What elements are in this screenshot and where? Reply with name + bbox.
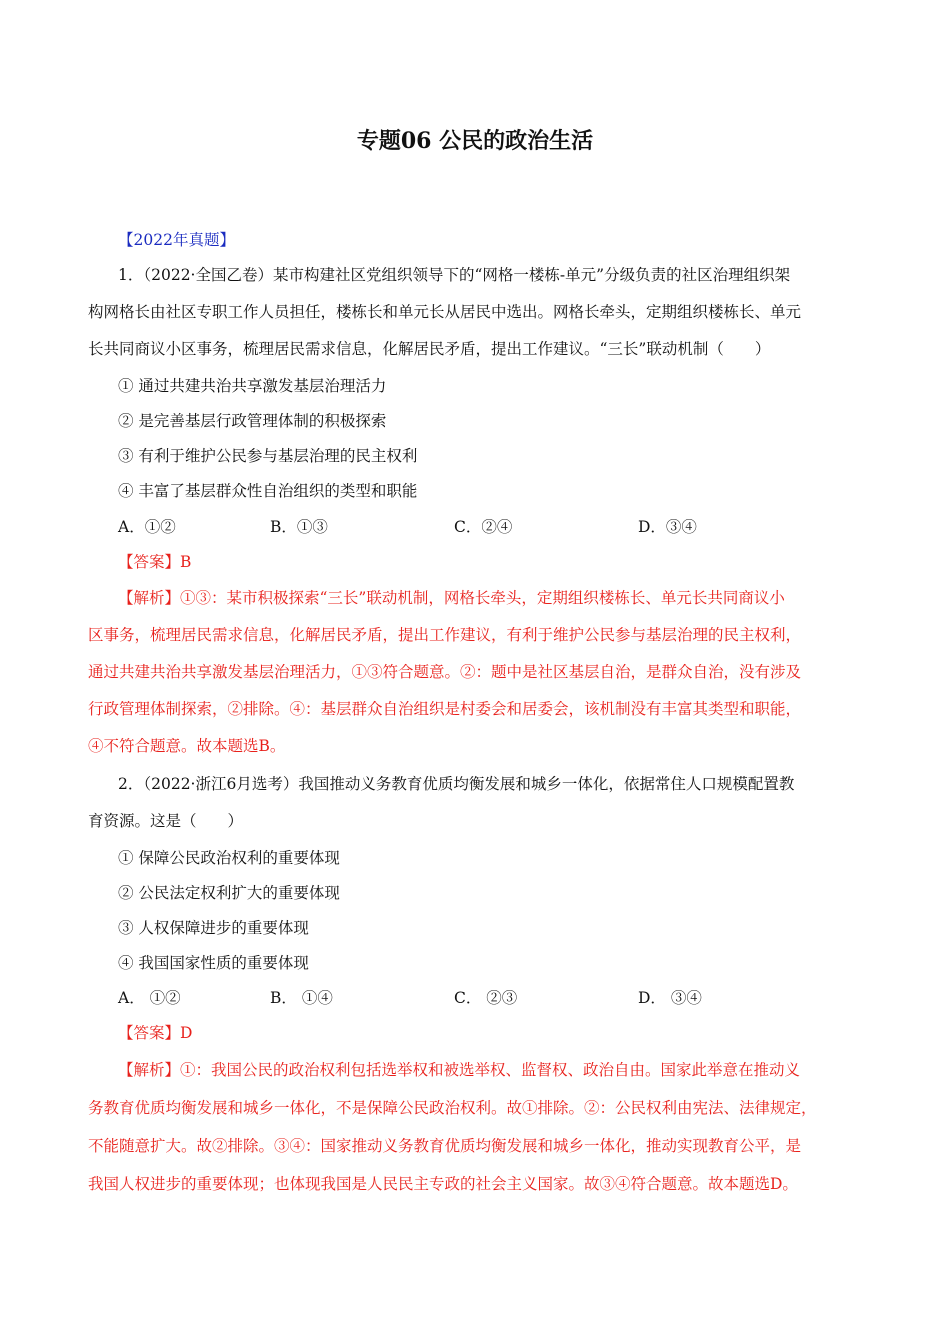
q1-stem-line: 1．（2022·全国乙卷）某市构建社区党组织领导下的“网格一楼栋-单元”分级负责的社区治理组织架: [118, 266, 791, 284]
q2-item: ① 保障公民政治权利的重要体现: [118, 849, 340, 867]
q1-option-a: A．①②: [118, 518, 176, 536]
q1-stem-line: 长共同商议小区事务，梳理居民需求信息，化解居民矛盾，提出工作建议。“三长”联动机制（ ）: [88, 340, 771, 358]
q1-answer: 【答案】B: [118, 553, 192, 571]
q2-stem-line: 育资源。这是（ ）: [88, 812, 244, 830]
q1-item: ④ 丰富了基层群众性自治组织的类型和职能: [118, 482, 418, 500]
q2-analysis-line: 不能随意扩大。故②排除。③④：国家推动义务教育优质均衡发展和城乡一体化，推动实现教育公平，是: [88, 1137, 802, 1155]
q1-option-d: D．③④: [638, 518, 697, 536]
section-label: 【2022年真题】: [118, 231, 235, 249]
q1-option-b: B．①③: [270, 518, 328, 536]
q2-option-a: A． ①②: [118, 989, 181, 1007]
q2-option-c: C． ②③: [454, 989, 518, 1007]
q2-stem-line: 2．（2022·浙江6月选考）我国推动义务教育优质均衡发展和城乡一体化，依据常住人口规模配置教: [118, 775, 795, 793]
q1-analysis-line: ④不符合题意。故本题选B。: [88, 737, 286, 755]
q1-option-c: C．②④: [454, 518, 513, 536]
q2-option-d: D． ③④: [638, 989, 702, 1007]
q1-analysis-line: 区事务，梳理居民需求信息，化解居民矛盾，提出工作建议，有利于维护公民参与基层治理的民主权利，: [88, 626, 802, 644]
q1-analysis-line: 通过共建共治共享激发基层治理活力，①③符合题意。②：题中是社区基层自治，是群众自治，没有涉及: [88, 663, 802, 681]
q1-analysis-line: 【解析】①③：某市积极探索“三长”联动机制，网格长牵头，定期组织楼栋长、单元长共同商议小: [118, 589, 785, 607]
q2-item: ② 公民法定权利扩大的重要体现: [118, 884, 340, 902]
q2-answer: 【答案】D: [118, 1024, 193, 1042]
q1-item: ② 是完善基层行政管理体制的积极探索: [118, 412, 387, 430]
q2-item: ③ 人权保障进步的重要体现: [118, 919, 309, 937]
q2-item: ④ 我国国家性质的重要体现: [118, 954, 309, 972]
q1-analysis-line: 行政管理体制探索，②排除。④：基层群众自治组织是村委会和居委会，该机制没有丰富其类型和职能，: [88, 700, 802, 718]
q2-analysis-line: 【解析】①：我国公民的政治权利包括选举权和被选举权、监督权、政治自由。国家此举意在推动义: [118, 1061, 801, 1079]
q2-analysis-line: 我国人权进步的重要体现；也体现我国是人民民主专政的社会主义国家。故③④符合题意。故本题选D。: [88, 1175, 798, 1193]
q1-stem-line: 构网格长由社区专职工作人员担任，楼栋长和单元长从居民中选出。网格长牵头，定期组织楼栋长、单元: [88, 303, 802, 321]
q2-option-b: B． ①④: [270, 989, 333, 1007]
q1-item: ③ 有利于维护公民参与基层治理的民主权利: [118, 447, 418, 465]
q1-item: ① 通过共建共治共享激发基层治理活力: [118, 377, 387, 395]
q2-analysis-line: 务教育优质均衡发展和城乡一体化，不是保障公民政治权利。故①排除。②：公民权利由宪法、法律规定，: [88, 1099, 817, 1117]
page-title: 专题06 公民的政治生活: [356, 128, 594, 154]
